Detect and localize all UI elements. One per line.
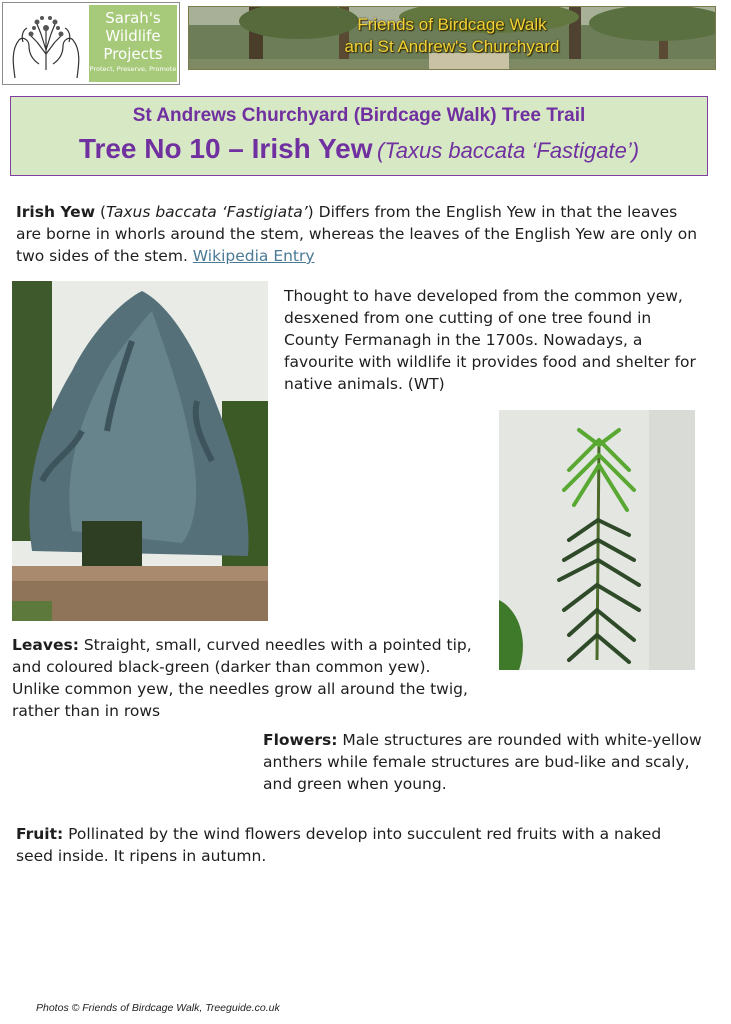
logo-tagline: Protect, Preserve, Promote [89, 65, 177, 73]
leaves-text: Straight, small, curved needles with a pointed tip, and coloured black-green (darker than common yew). Unlike common yew, the needles grow all around the twig, rather than in rows [12, 636, 472, 720]
fruit-paragraph [16, 823, 696, 867]
leaves-paragraph [12, 634, 482, 722]
hands-tree-logo-icon [7, 6, 85, 82]
trail-subtitle: St Andrews Churchyard (Birdcage Walk) Tree Trail [132, 105, 586, 126]
tree-name-title: Tree No 10 – Irish Yew [78, 133, 373, 164]
intro-text: ) Differs from the English Yew in that the leaves are borne in whorls around the stem, whereas the leaves of the English Yew are only on two sides of the stem. [16, 203, 698, 265]
banner-title-line1: Friends of Birdcage Walk [357, 15, 547, 34]
intro-scientific-name: Taxus baccata ‘Fastigiata’ [106, 203, 308, 221]
intro-bold-name: Irish Yew [16, 203, 96, 221]
intro-open-paren: ( [95, 203, 106, 221]
wikipedia-link[interactable]: Wikipedia Entry [192, 247, 315, 265]
irish-yew-tree-photo [12, 281, 268, 621]
page-title [11, 133, 707, 165]
flowers-paragraph [263, 729, 723, 795]
header-banner [188, 6, 716, 70]
title-panel [10, 96, 708, 176]
logo-text-panel [89, 5, 177, 82]
leaves-label: Leaves: [12, 636, 79, 654]
flowers-text: Male structures are rounded with white-yellow anthers while female structures are bud-like and scaly, and green when young. [263, 731, 702, 793]
yew-sprig-photo [499, 410, 695, 670]
logo-name: Sarah's Wildlife Projects [103, 9, 163, 63]
fruit-text: Pollinated by the wind flowers develop into succulent red fruits with a naked seed inside. It ripens in autumn. [16, 825, 662, 865]
history-paragraph: Thought to have developed from the common yew, desxened from one cutting of one tree found in County Fermanagh in the 1700s. Nowadays, a favourite with wildlife it provides food and shelter for native animals. (WT) [284, 287, 696, 393]
intro-paragraph [16, 201, 706, 267]
logo [2, 2, 180, 85]
flowers-label: Flowers: [263, 731, 338, 749]
banner-title-line2: and St Andrew's Churchyard [344, 37, 560, 56]
fruit-label: Fruit: [16, 825, 64, 843]
photo-credits: Photos © Friends of Birdcage Walk, Treeguide.co.uk [36, 1002, 280, 1014]
scientific-name-title: (Taxus baccata ‘Fastigate’) [377, 138, 640, 163]
